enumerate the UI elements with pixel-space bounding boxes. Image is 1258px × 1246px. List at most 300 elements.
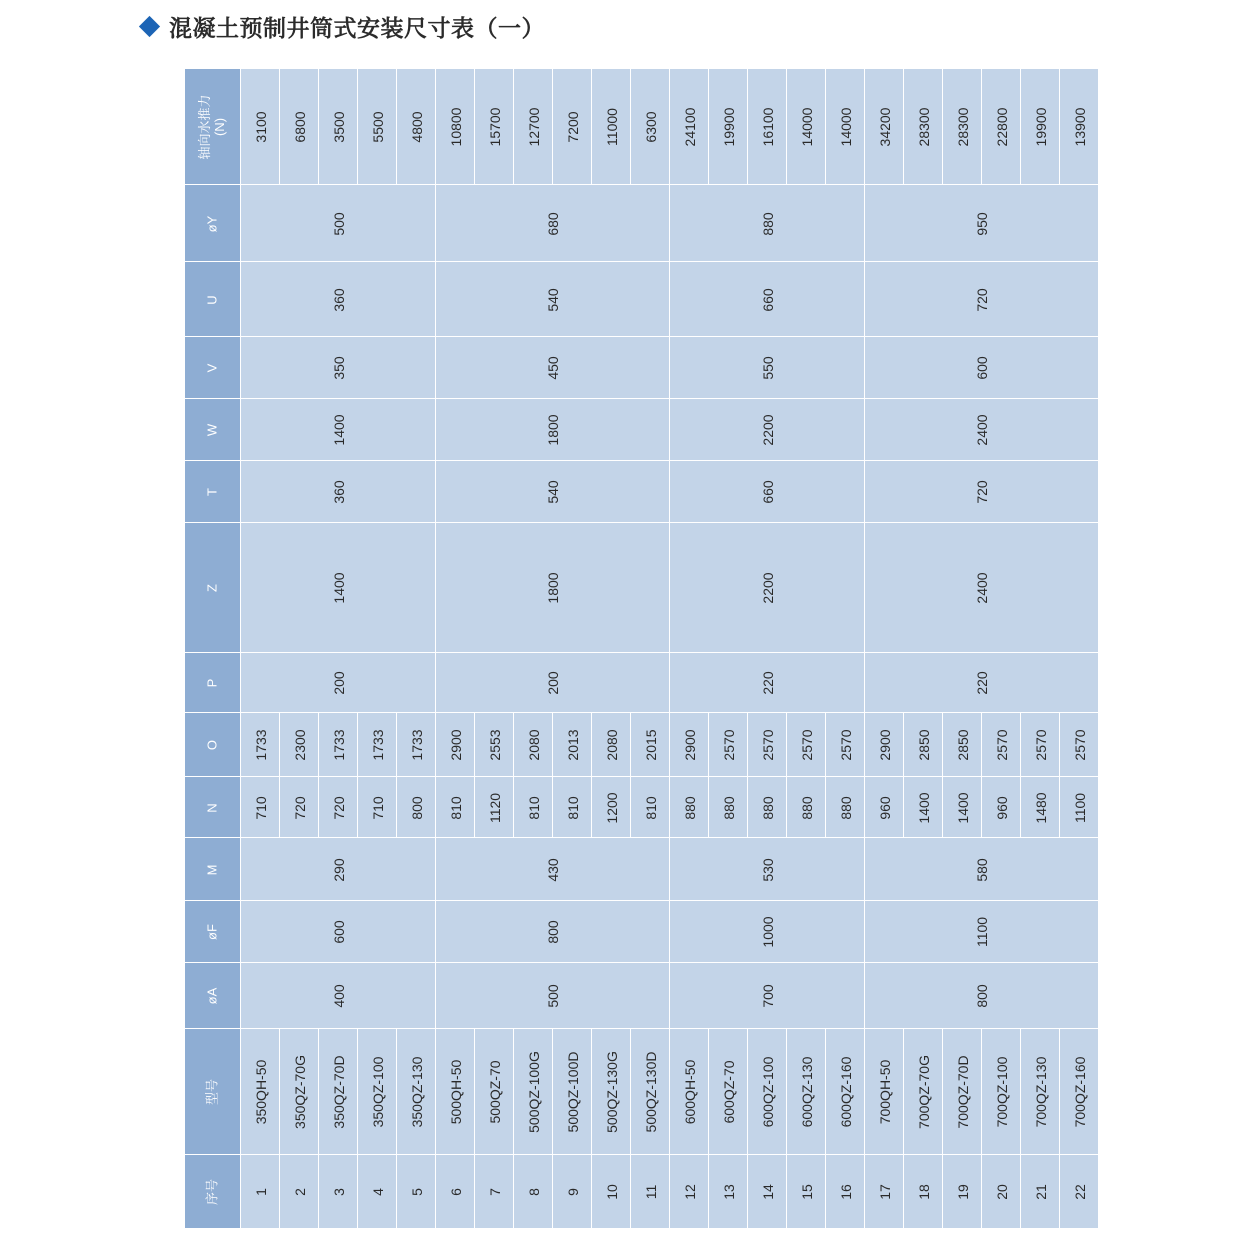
cell-force-text: 13900: [1071, 107, 1088, 147]
group-cell-T-text: 540: [544, 480, 561, 504]
grid-vline: [903, 713, 904, 777]
cell-N: [553, 777, 592, 838]
cell-force-text: 24100: [681, 107, 698, 147]
cell-seq: [865, 1155, 904, 1228]
cell-model-text: 700QZ-130: [1032, 1056, 1049, 1128]
cell-model: [631, 1029, 670, 1155]
group-cell-U-text: 660: [759, 287, 776, 312]
grid-vline: [513, 1155, 514, 1228]
cell-O: [709, 713, 748, 777]
grid-vline: [903, 69, 904, 185]
cell-model-text: 500QZ-70: [486, 1060, 503, 1124]
grid-vline: [1059, 777, 1060, 838]
grid-vline: [279, 1029, 280, 1155]
grid-vline: [825, 69, 826, 185]
cell-seq: [904, 1155, 943, 1228]
cell-model-text: 600QZ-70: [720, 1060, 737, 1124]
grid-vline: [279, 713, 280, 777]
cell-seq: [943, 1155, 982, 1228]
header-M: [185, 838, 241, 901]
grid-vline: [474, 777, 475, 838]
cell-seq-text: 3: [330, 1187, 347, 1196]
cell-force-text: 22800: [993, 107, 1010, 147]
cell-seq-text: 2: [291, 1187, 308, 1196]
header-F: [185, 901, 241, 963]
grid-vline: [825, 713, 826, 777]
grid-vline: [942, 777, 943, 838]
grid-vline: [708, 713, 709, 777]
cell-O: [319, 713, 358, 777]
cell-N-text: 720: [291, 795, 308, 820]
grid-vline: [513, 777, 514, 838]
cell-O-text: 2553: [486, 729, 503, 761]
cell-N: [319, 777, 358, 838]
grid-hline: [185, 336, 1099, 337]
cell-N-text: 960: [876, 795, 893, 820]
cell-model: [904, 1029, 943, 1155]
group-cell-V-text: 600: [973, 356, 990, 380]
cell-N: [436, 777, 475, 838]
cell-N: [358, 777, 397, 838]
cell-O-text: 2570: [1071, 729, 1088, 761]
group-cell-P: [670, 653, 865, 713]
grid-vline: [279, 1155, 280, 1228]
group-cell-U: [670, 262, 865, 337]
cell-N: [865, 777, 904, 838]
cell-force: [553, 69, 592, 185]
cell-force: [631, 69, 670, 185]
cell-model: [748, 1029, 787, 1155]
cell-O: [280, 713, 319, 777]
cell-force: [748, 69, 787, 185]
group-cell-V-text: 450: [544, 356, 561, 380]
cell-seq: [1060, 1155, 1099, 1228]
group-cell-P-text: 200: [544, 671, 561, 695]
group-cell-Y-text: 500: [330, 211, 347, 236]
cell-seq: [436, 1155, 475, 1228]
group-cell-T: [670, 461, 865, 523]
grid-vline: [786, 713, 787, 777]
cell-seq-text: 7: [486, 1187, 503, 1196]
cell-seq: [475, 1155, 514, 1228]
cell-O-text: 1733: [330, 729, 347, 761]
grid-vline: [435, 69, 436, 1228]
cell-seq-text: 11: [642, 1184, 659, 1199]
grid-vline: [708, 69, 709, 185]
grid-vline: [552, 777, 553, 838]
cell-seq-text: 9: [564, 1187, 581, 1196]
cell-N: [982, 777, 1021, 838]
cell-model-text: 350QZ-70G: [291, 1055, 308, 1129]
header-A-text: øA: [204, 987, 220, 1005]
grid-vline: [318, 1029, 319, 1155]
grid-vline: [1020, 1029, 1021, 1155]
cell-force: [787, 69, 826, 185]
group-cell-T: [436, 461, 670, 523]
cell-model-text: 500QZ-100G: [525, 1051, 542, 1133]
cell-force-text: 3500: [330, 111, 347, 143]
group-cell-M: [436, 838, 670, 901]
group-cell-P: [865, 653, 1099, 713]
grid-hline: [185, 1028, 1099, 1029]
grid-hline: [185, 261, 1099, 262]
cell-seq: [592, 1155, 631, 1228]
cell-model-text: 700QZ-100: [993, 1056, 1010, 1128]
group-cell-W-text: 2200: [759, 414, 776, 446]
grid-vline: [786, 69, 787, 185]
grid-hline: [185, 184, 1099, 185]
group-cell-W-text: 1800: [544, 414, 561, 446]
group-cell-F-text: 1000: [759, 916, 776, 948]
grid-vline: [981, 777, 982, 838]
grid-vline: [357, 1029, 358, 1155]
grid-vline: [513, 713, 514, 777]
cell-force: [1060, 69, 1099, 185]
cell-seq: [514, 1155, 553, 1228]
grid-vline: [1059, 69, 1060, 185]
cell-N-text: 880: [720, 795, 737, 820]
cell-O: [1060, 713, 1099, 777]
cell-model-text: 350QZ-100: [369, 1056, 386, 1128]
grid-hline: [185, 900, 1099, 901]
cell-O: [943, 713, 982, 777]
cell-N-text: 810: [447, 795, 464, 820]
grid-hline: [185, 68, 1099, 69]
cell-O: [865, 713, 904, 777]
grid-vline: [630, 69, 631, 185]
cell-model: [670, 1029, 709, 1155]
cell-model: [358, 1029, 397, 1155]
cell-O: [436, 713, 475, 777]
cell-seq-text: 16: [837, 1183, 854, 1200]
grid-vline: [357, 713, 358, 777]
cell-model-text: 500QZ-130G: [603, 1051, 620, 1133]
group-cell-P: [241, 653, 436, 713]
group-cell-F-text: 800: [544, 920, 561, 944]
cell-N-text: 880: [681, 795, 698, 820]
header-O: [185, 713, 241, 777]
grid-vline: [318, 69, 319, 185]
grid-vline: [474, 1155, 475, 1228]
grid-vline: [552, 1029, 553, 1155]
grid-hline: [185, 460, 1099, 461]
cell-O: [241, 713, 280, 777]
cell-O-text: 2850: [954, 729, 971, 761]
cell-O: [631, 713, 670, 777]
grid-vline: [903, 1029, 904, 1155]
cell-O: [748, 713, 787, 777]
grid-vline: [279, 69, 280, 185]
cell-seq: [748, 1155, 787, 1228]
cell-N-text: 1400: [954, 791, 971, 824]
cell-seq-text: 13: [720, 1183, 737, 1200]
grid-vline: [318, 713, 319, 777]
grid-vline: [942, 1155, 943, 1228]
grid-vline: [1059, 713, 1060, 777]
cell-O: [514, 713, 553, 777]
cell-force-text: 6800: [291, 111, 308, 143]
cell-force-text: 14000: [837, 107, 854, 147]
grid-vline: [591, 69, 592, 185]
cell-model: [865, 1029, 904, 1155]
cell-force: [280, 69, 319, 185]
header-U-text: U: [204, 294, 220, 305]
group-cell-P: [436, 653, 670, 713]
grid-vline: [981, 1155, 982, 1228]
cell-seq: [787, 1155, 826, 1228]
cell-seq-text: 21: [1032, 1183, 1049, 1200]
grid-vline: [630, 777, 631, 838]
header-W: [185, 399, 241, 461]
cell-N: [904, 777, 943, 838]
cell-N: [787, 777, 826, 838]
group-cell-M: [865, 838, 1099, 901]
grid-vline: [708, 1029, 709, 1155]
cell-force: [241, 69, 280, 185]
cell-N: [1021, 777, 1060, 838]
group-cell-M-text: 430: [544, 857, 561, 882]
header-A: [185, 963, 241, 1029]
cell-model: [1021, 1029, 1060, 1155]
group-cell-Y-text: 880: [759, 211, 776, 236]
header-V-text: V: [204, 363, 220, 373]
cell-seq: [280, 1155, 319, 1228]
cell-force: [943, 69, 982, 185]
cell-seq-text: 5: [408, 1187, 425, 1196]
cell-N: [280, 777, 319, 838]
header-force-text: 轴向水推力 (N): [197, 94, 227, 160]
cell-O-text: 1733: [252, 729, 269, 761]
group-cell-T: [241, 461, 436, 523]
grid-vline: [396, 1155, 397, 1228]
group-cell-W: [436, 399, 670, 461]
grid-vline: [981, 713, 982, 777]
cell-O-text: 2300: [291, 729, 308, 761]
group-cell-M: [670, 838, 865, 901]
cell-force-text: 19900: [1032, 107, 1049, 147]
header-M-text: M: [204, 864, 220, 875]
cell-force: [865, 69, 904, 185]
grid-vline: [474, 69, 475, 185]
cell-model: [514, 1029, 553, 1155]
group-cell-Z: [865, 523, 1099, 653]
cell-seq: [397, 1155, 436, 1228]
group-cell-U: [865, 262, 1099, 337]
group-cell-Y: [865, 185, 1099, 262]
group-cell-W: [865, 399, 1099, 461]
cell-seq: [1021, 1155, 1060, 1228]
grid-vline: [279, 777, 280, 838]
cell-O-text: 1733: [408, 729, 425, 761]
cell-N: [1060, 777, 1099, 838]
group-cell-Y: [436, 185, 670, 262]
group-cell-A: [241, 963, 436, 1029]
cell-N: [709, 777, 748, 838]
group-cell-Z: [241, 523, 436, 653]
group-cell-U: [241, 262, 436, 337]
header-V: [185, 337, 241, 399]
cell-O-text: 2013: [564, 729, 581, 761]
cell-force: [826, 69, 865, 185]
group-cell-P-text: 220: [759, 671, 776, 695]
header-seq: [185, 1155, 241, 1228]
grid-vline: [513, 69, 514, 185]
cell-model-text: 350QZ-70D: [330, 1055, 347, 1129]
cell-O: [358, 713, 397, 777]
group-cell-M: [241, 838, 436, 901]
grid-vline: [591, 713, 592, 777]
cell-seq-text: 6: [447, 1187, 464, 1196]
cell-model: [553, 1029, 592, 1155]
group-cell-F: [670, 901, 865, 963]
grid-vline: [396, 1029, 397, 1155]
grid-hline: [185, 776, 1099, 777]
cell-O: [592, 713, 631, 777]
group-cell-Y: [241, 185, 436, 262]
group-cell-A-text: 500: [544, 984, 561, 1008]
cell-force-text: 34200: [876, 107, 893, 147]
cell-model: [436, 1029, 475, 1155]
header-model: [185, 1029, 241, 1155]
group-cell-A-text: 700: [759, 984, 776, 1008]
cell-seq-text: 1: [252, 1187, 269, 1196]
group-cell-W: [241, 399, 436, 461]
group-cell-T-text: 720: [973, 480, 990, 504]
cell-O: [904, 713, 943, 777]
cell-N: [514, 777, 553, 838]
cell-force-text: 7200: [564, 111, 581, 143]
cell-seq-text: 15: [798, 1183, 815, 1200]
header-W-text: W: [204, 423, 220, 437]
cell-force-text: 19900: [720, 107, 737, 147]
grid-vline: [552, 713, 553, 777]
header-O-text: O: [204, 739, 220, 751]
cell-N-text: 800: [408, 795, 425, 820]
cell-model: [709, 1029, 748, 1155]
group-cell-P-text: 220: [973, 671, 990, 695]
cell-force: [709, 69, 748, 185]
group-cell-A: [436, 963, 670, 1029]
cell-O-text: 2850: [915, 729, 932, 761]
cell-model: [1060, 1029, 1099, 1155]
cell-O-text: 2900: [681, 729, 698, 761]
grid-vline: [747, 1029, 748, 1155]
grid-vline: [1020, 713, 1021, 777]
cell-model-text: 600QH-50: [681, 1059, 698, 1125]
grid-vline: [630, 1029, 631, 1155]
grid-vline: [669, 69, 670, 1228]
cell-model: [592, 1029, 631, 1155]
grid-vline: [1020, 1155, 1021, 1228]
cell-O-text: 2570: [1032, 729, 1049, 761]
group-cell-A-text: 400: [330, 984, 347, 1008]
grid-vline: [357, 69, 358, 185]
cell-O: [982, 713, 1021, 777]
cell-force-text: 14000: [798, 107, 815, 147]
grid-vline: [396, 713, 397, 777]
cell-N-text: 710: [252, 795, 269, 820]
cell-force: [514, 69, 553, 185]
grid-vline: [708, 1155, 709, 1228]
cell-O-text: 2900: [447, 729, 464, 761]
grid-vline: [396, 69, 397, 185]
header-model-text: 型号: [204, 1078, 220, 1106]
cell-O: [787, 713, 826, 777]
cell-model-text: 350QZ-130: [408, 1056, 425, 1128]
cell-model-text: 600QZ-100: [759, 1056, 776, 1128]
grid-vline: [747, 777, 748, 838]
group-cell-Z-text: 1400: [330, 572, 347, 604]
grid-vline: [591, 1155, 592, 1228]
cell-force-text: 10800: [447, 107, 464, 147]
group-cell-A: [670, 963, 865, 1029]
grid-vline: [903, 1155, 904, 1228]
cell-seq: [358, 1155, 397, 1228]
cell-model: [397, 1029, 436, 1155]
cell-model: [943, 1029, 982, 1155]
cell-N-text: 1200: [603, 791, 620, 824]
group-cell-V-text: 350: [330, 356, 347, 380]
cell-N: [397, 777, 436, 838]
group-cell-F-text: 1100: [973, 916, 990, 948]
header-seq-text: 序号: [204, 1178, 220, 1205]
grid-vline: [1059, 1155, 1060, 1228]
group-cell-W: [670, 399, 865, 461]
grid-vline: [552, 69, 553, 185]
grid-vline: [396, 777, 397, 838]
group-cell-T-text: 660: [759, 480, 776, 504]
group-cell-Y: [670, 185, 865, 262]
cell-N-text: 1480: [1032, 791, 1049, 824]
group-cell-F: [436, 901, 670, 963]
cell-N-text: 880: [837, 795, 854, 820]
cell-model: [826, 1029, 865, 1155]
header-P: [185, 653, 241, 713]
cell-model-text: 350QH-50: [252, 1059, 269, 1125]
grid-vline: [747, 69, 748, 185]
cell-seq: [241, 1155, 280, 1228]
cell-model-text: 700QZ-160: [1071, 1056, 1088, 1128]
grid-hline: [185, 1154, 1099, 1155]
group-cell-Z-text: 2200: [759, 572, 776, 604]
group-cell-P-text: 200: [330, 671, 347, 695]
grid-vline: [1020, 777, 1021, 838]
grid-hline: [185, 962, 1099, 963]
cell-force-text: 28300: [915, 107, 932, 147]
grid-vline: [591, 1029, 592, 1155]
grid-vline: [318, 777, 319, 838]
header-Z: [185, 523, 241, 653]
cell-N: [592, 777, 631, 838]
cell-model: [319, 1029, 358, 1155]
cell-N-text: 810: [564, 795, 581, 820]
group-cell-Y-text: 950: [973, 211, 990, 236]
cell-seq-text: 17: [876, 1183, 893, 1200]
cell-O: [553, 713, 592, 777]
grid-vline: [552, 1155, 553, 1228]
cell-force-text: 15700: [486, 107, 503, 147]
group-cell-V: [436, 337, 670, 399]
cell-seq: [982, 1155, 1021, 1228]
grid-vline: [1059, 1029, 1060, 1155]
group-cell-Y-text: 680: [544, 211, 561, 236]
cell-model-text: 500QZ-130D: [642, 1051, 659, 1133]
cell-O-text: 2080: [603, 729, 620, 761]
cell-force-text: 6300: [642, 111, 659, 143]
cell-seq-text: 22: [1071, 1183, 1088, 1200]
group-cell-Z-text: 2400: [973, 572, 990, 604]
grid-hline: [185, 522, 1099, 523]
